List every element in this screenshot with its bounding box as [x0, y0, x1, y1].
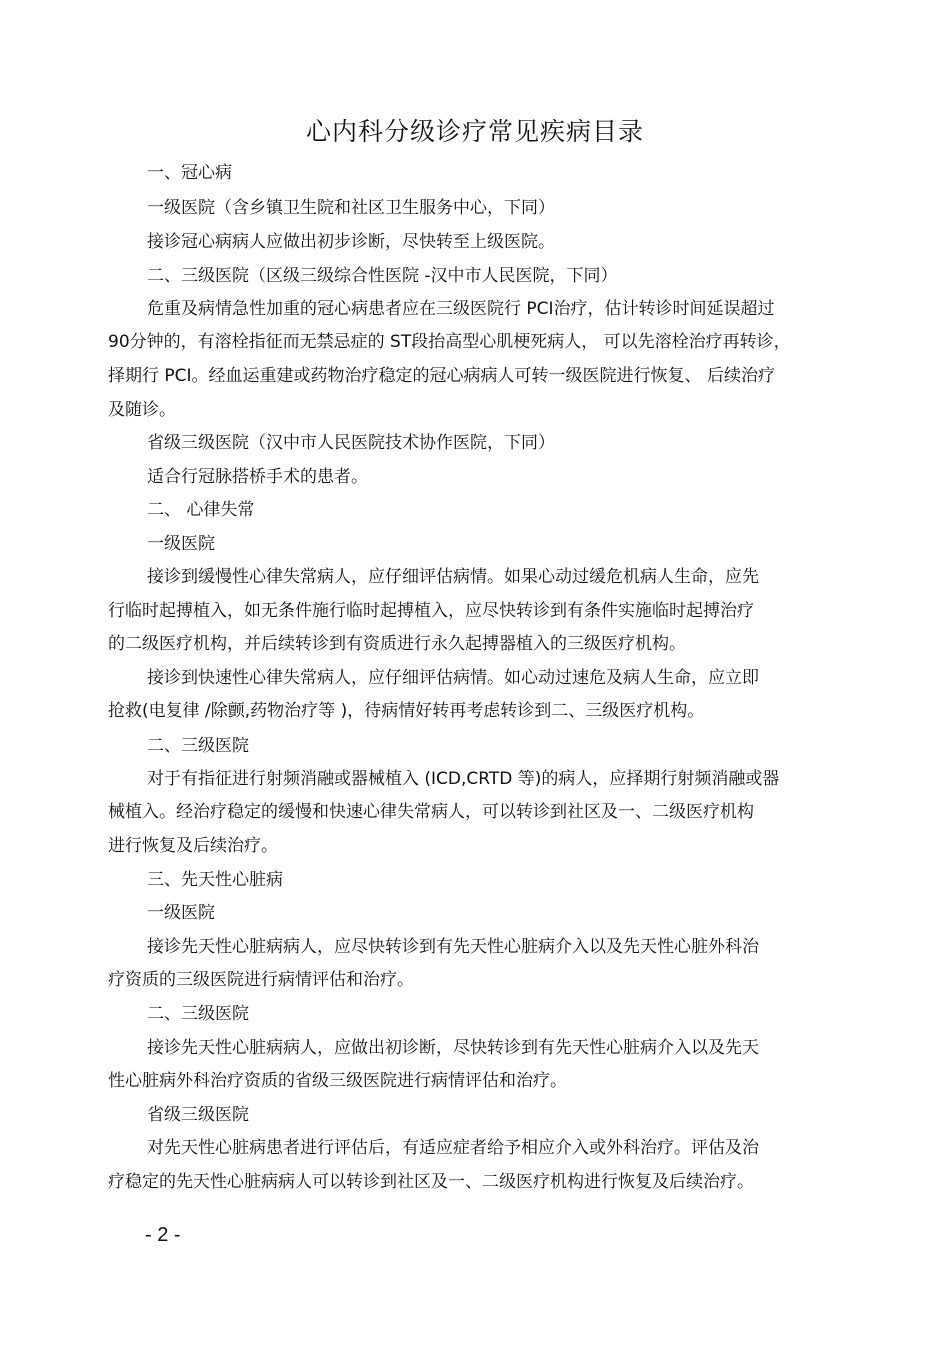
subheading-provincial-hospital: 省级三级医院 [147, 1105, 249, 1125]
paragraph-line: 行临时起搏植入，如无条件施行临时起搏植入，应尽快转诊到有条件实施临时起搏治疗 [108, 601, 754, 621]
paragraph-line: 危重及病情急性加重的冠心病患者应在三级医院行 PCI治疗，估计转诊时间延误超过 [147, 299, 775, 319]
paragraph-line: 性心脏病外科治疗资质的省级三级医院进行病情评估和治疗。 [108, 1071, 567, 1091]
section-heading-coronary: 一、冠心病 [147, 163, 232, 183]
paragraph-line: 疗稳定的先天性心脏病病人可以转诊到社区及一、二级医疗机构进行恢复及后续治疗。 [108, 1172, 754, 1192]
paragraph-line: 进行恢复及后续治疗。 [108, 836, 278, 856]
subheading-level1-hospital: 一级医院 [147, 534, 215, 554]
section-heading-arrhythmia: 二、 心律失常 [147, 500, 255, 520]
paragraph-line: 适合行冠脉搭桥手术的患者。 [147, 467, 368, 487]
paragraph-line: 对于有指征进行射频消融或器械植入 (ICD,CRTD 等)的病人，应择期行射频消融或器 [147, 769, 780, 789]
paragraph-line: 对先天性心脏病患者进行评估后，有适应症者给予相应介入或外科治疗。评估及治 [147, 1138, 759, 1158]
paragraph-line: 接诊到快速性心律失常病人，应仔细评估病情。如心动过速危及病人生命，应立即 [147, 668, 759, 688]
paragraph-line: 接诊冠心病病人应做出初步诊断，尽快转至上级医院。 [147, 232, 555, 252]
section-heading-congenital: 三、先天性心脏病 [147, 870, 283, 890]
paragraph-line: 接诊先天性心脏病病人，应做出初诊断，尽快转诊到有先天性心脏病介入以及先天 [147, 1038, 759, 1058]
subheading-level23-hospital: 二、三级医院 [147, 1004, 249, 1024]
page-number: - 2 - [145, 1224, 181, 1246]
paragraph-line: 疗资质的三级医院进行病情评估和治疗。 [108, 970, 414, 990]
subheading-level23-hospital: 二、三级医院 [147, 736, 249, 756]
subheading-provincial-hospital: 省级三级医院（汉中市人民医院技术协作医院，下同） [147, 433, 555, 453]
document-title: 心内科分级诊疗常见疾病目录 [305, 117, 644, 146]
subheading-level1-hospital: 一级医院（含乡镇卫生院和社区卫生服务中心，下同） [147, 198, 555, 218]
subheading-level1-hospital: 一级医院 [147, 903, 215, 923]
paragraph-line: 90分钟的，有溶栓指征而无禁忌症的 ST段抬高型心肌梗死病人， 可以先溶栓治疗再转诊， [108, 332, 791, 352]
paragraph-line: 的二级医疗机构，并后续转诊到有资质进行永久起搏器植入的三级医疗机构。 [108, 634, 686, 654]
paragraph-line: 抢救(电复律 /除颤,药物治疗等 )，待病情好转再考虑转诊到二、三级医疗机构。 [108, 701, 705, 721]
paragraph-line: 及随诊。 [108, 400, 176, 420]
paragraph-line: 械植入。经治疗稳定的缓慢和快速心律失常病人，可以转诊到社区及一、二级医疗机构 [108, 802, 754, 822]
paragraph-line: 择期行 PCI。经血运重建或药物治疗稳定的冠心病病人可转一级医院进行恢复、 后续治疗 [108, 366, 775, 386]
paragraph-line: 接诊到缓慢性心律失常病人，应仔细评估病情。如果心动过缓危机病人生命，应先 [147, 567, 759, 587]
subheading-level23-hospital: 二、三级医院（区级三级综合性医院 -汉中市人民医院，下同） [147, 266, 618, 286]
paragraph-line: 接诊先天性心脏病病人，应尽快转诊到有先天性心脏病介入以及先天性心脏外科治 [147, 937, 759, 957]
